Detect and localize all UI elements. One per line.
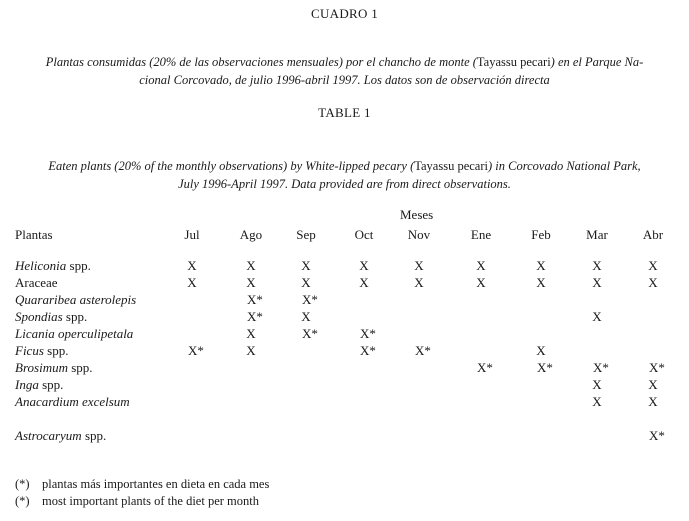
table-cell: X — [648, 258, 658, 273]
table-cell: X — [592, 394, 602, 409]
table-cell: X — [187, 258, 197, 273]
table-cell: X — [648, 275, 658, 290]
table-cell: X* — [360, 326, 376, 341]
plant-name-plain: spp. — [81, 428, 107, 443]
table-cell: X — [414, 275, 424, 290]
table-cell: X — [536, 275, 546, 290]
group-header-meses: Meses — [400, 207, 434, 222]
spanish-caption-pre: Plantas consumidas (20% de las observaciones mensuales) por el chancho de monte ( — [45, 55, 477, 69]
month-header: Ene — [470, 227, 492, 242]
footnote-en — [15, 494, 259, 509]
month-header: Oct — [354, 227, 374, 242]
english-caption-line-1 — [0, 157, 689, 175]
table-cell: X — [592, 258, 602, 273]
table-cell: X* — [415, 343, 431, 358]
plant-name-plain: spp. — [67, 360, 93, 375]
plant-name-plain: spp. — [62, 309, 88, 324]
plant-name-plain: spp. — [38, 377, 64, 392]
table-cell: X — [476, 258, 486, 273]
plant-name-italic: Quararibea asterolepis — [15, 292, 137, 307]
table-cell: X — [359, 275, 369, 290]
table-cell: X — [536, 258, 546, 273]
english-caption-line-2: July 1996-April 1997. Data provided are from direct observations. — [178, 177, 511, 191]
table-cell: X* — [360, 343, 376, 358]
plant-name-italic: Ficus — [15, 343, 44, 358]
table-cell: X — [301, 275, 311, 290]
plant-name-italic: Astrocaryum — [15, 428, 82, 443]
footnote-en-marker: (*) — [15, 494, 30, 508]
table-cell: X — [592, 275, 602, 290]
table-cell: X* — [247, 309, 263, 324]
table-cell: X* — [537, 360, 553, 375]
plant-name — [15, 360, 93, 376]
plant-name — [15, 309, 87, 325]
plant-name-plain: spp. — [43, 343, 69, 358]
table-cell: X — [246, 258, 256, 273]
footnote-en-text: most important plants of the diet per month — [42, 494, 259, 508]
english-caption-post: ) in Corcovado National Park, — [487, 159, 641, 173]
table-cell: X — [301, 258, 311, 273]
table-cell: X — [246, 275, 256, 290]
table-cell: X — [414, 258, 424, 273]
table-cell: X — [592, 377, 602, 392]
table-cell: X* — [593, 360, 609, 375]
english-caption-species: Tayassu pecari — [414, 159, 488, 173]
table-cell: X* — [302, 326, 318, 341]
plant-name — [15, 275, 58, 291]
month-header: Mar — [586, 227, 608, 242]
plant-name-italic: Anacardium excelsum — [15, 394, 130, 409]
table-cell: X — [648, 377, 658, 392]
table-cell: X — [187, 275, 197, 290]
plant-name — [15, 428, 106, 444]
table-cell: X — [536, 343, 546, 358]
table-cell: X* — [188, 343, 204, 358]
spanish-title: CUADRO 1 — [310, 6, 379, 21]
plant-name — [15, 377, 63, 393]
english-caption-pre: Eaten plants (20% of the monthly observations) by White-lipped pecary ( — [48, 159, 415, 173]
english-caption — [0, 157, 689, 193]
plant-name-italic: Spondias — [15, 309, 63, 324]
spanish-caption-line-2: cional Corcovado, de julio 1996-abril 1997. Los datos son de observación directa — [139, 73, 550, 87]
english-title: TABLE 1 — [318, 105, 371, 120]
plant-name-italic: Brosimum — [15, 360, 68, 375]
month-header: Jul — [184, 227, 200, 242]
plant-name — [15, 326, 133, 342]
month-header: Nov — [407, 227, 431, 242]
table-cell: X — [476, 275, 486, 290]
table-cell: X — [246, 343, 256, 358]
month-header: Sep — [296, 227, 316, 242]
table-cell: X — [592, 309, 602, 324]
spanish-caption — [0, 53, 689, 89]
plant-name — [15, 292, 136, 308]
table-cell: X — [301, 309, 311, 324]
table-cell: X* — [302, 292, 318, 307]
footnote-es-marker: (*) — [15, 477, 30, 491]
row-header-plantas: Plantas — [15, 227, 53, 242]
plant-name-italic: Heliconia — [15, 258, 67, 273]
table-cell: X* — [649, 428, 665, 443]
table-cell: X* — [247, 292, 263, 307]
plant-name-italic: Inga — [15, 377, 39, 392]
month-header: Abr — [642, 227, 664, 242]
table-cell: X — [648, 394, 658, 409]
footnote-es-text: plantas más importantes en dieta en cada mes — [42, 477, 270, 491]
plant-name — [15, 343, 68, 359]
spanish-caption-line-1 — [0, 53, 689, 71]
plant-name-italic: Licania operculipetala — [15, 326, 134, 341]
plant-name-plain: Araceae — [15, 275, 58, 290]
table-cell: X* — [649, 360, 665, 375]
table-cell: X* — [477, 360, 493, 375]
table-cell: X — [246, 326, 256, 341]
footnote-es — [15, 477, 270, 492]
plant-name — [15, 258, 91, 274]
plant-name-plain: spp. — [66, 258, 91, 273]
table-cell: X — [359, 258, 369, 273]
month-header: Ago — [239, 227, 263, 242]
plant-name — [15, 394, 130, 410]
spanish-caption-post: ) en el Parque Na- — [550, 55, 644, 69]
spanish-caption-species: Tayassu pecari — [476, 55, 551, 69]
month-header: Feb — [531, 227, 551, 242]
